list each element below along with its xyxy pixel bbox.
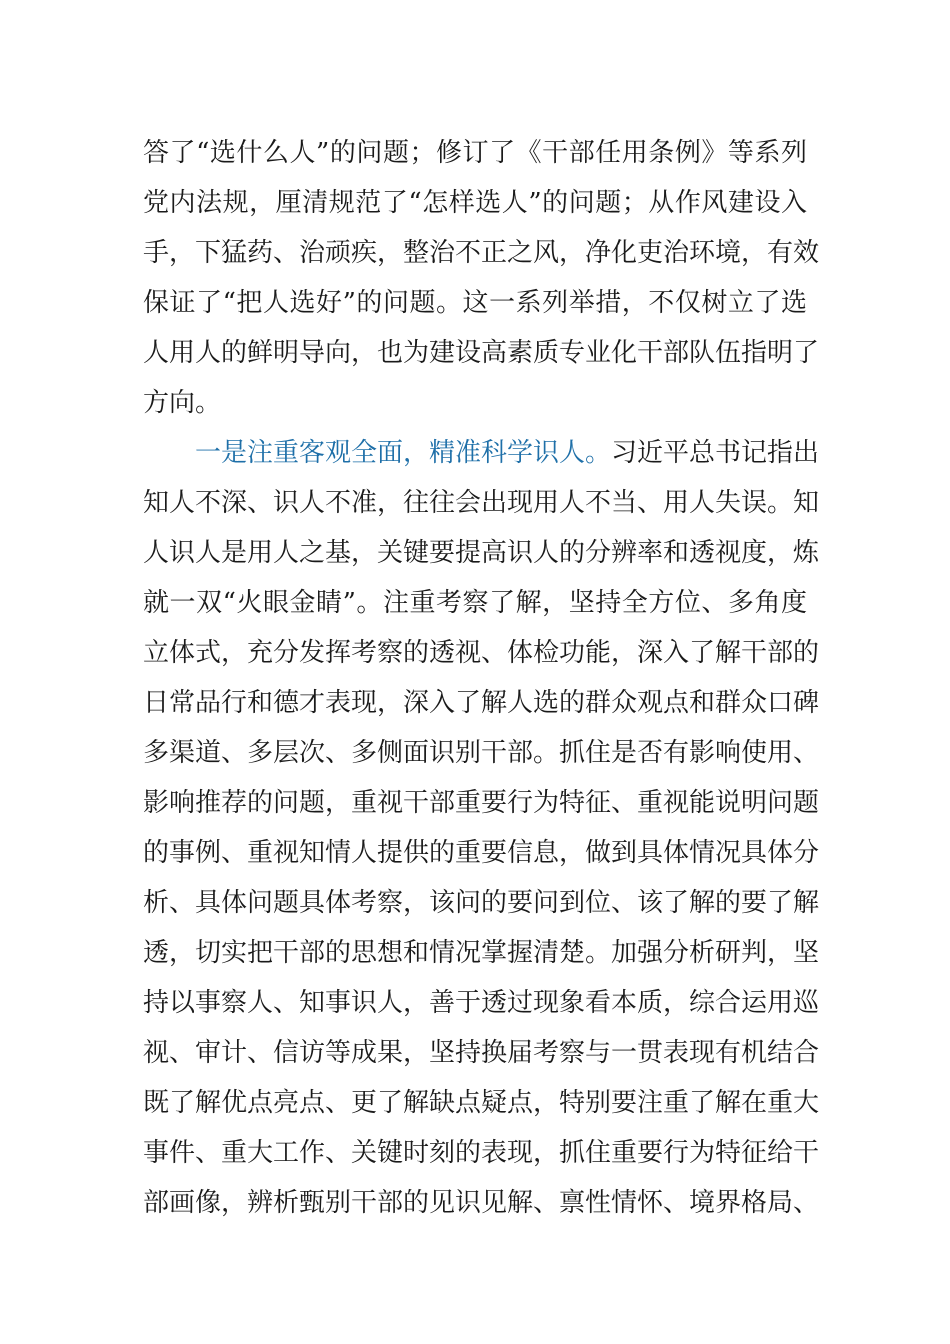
paragraph-2-line-3: 人识人是用人之基，关键要提高识人的分辨率和透视度，炼 xyxy=(143,538,820,568)
paragraph-2-line-4: 就一双“火眼金睛”。注重考察了解，坚持全方位、多角度 xyxy=(143,588,807,618)
paragraph-2-line-16: 部画像，辨析甄别干部的见识见解、禀性情怀、境界格局、 xyxy=(143,1188,820,1218)
paragraph-1-line-2: 党内法规，厘清规范了“怎样选人”的问题；从作风建设入 xyxy=(143,188,807,218)
paragraph-2-line-2: 知人不深、识人不准，往往会出现用人不当、用人失误。知 xyxy=(143,488,820,518)
paragraph-1-line-3: 手，下猛药、治顽疾，整治不正之风，净化吏治环境，有效 xyxy=(143,238,820,268)
paragraph-2-line-8: 影响推荐的问题，重视干部重要行为特征、重视能说明问题 xyxy=(143,788,820,818)
paragraph-2-line-15: 事件、重大工作、关键时刻的表现，抓住重要行为特征给干 xyxy=(143,1138,820,1168)
paragraph-2-line-6: 日常品行和德才表现，深入了解人选的群众观点和群众口碑 xyxy=(143,688,820,718)
paragraph-2-line-12: 持以事察人、知事识人，善于透过现象看本质，综合运用巡 xyxy=(143,988,820,1018)
paragraph-2-line-10: 析、具体问题具体考察，该问的要问到位、该了解的要了解 xyxy=(143,888,820,918)
paragraph-2-line-9: 的事例、重视知情人提供的重要信息，做到具体情况具体分 xyxy=(143,838,820,868)
paragraph-2-line-5: 立体式，充分发挥考察的透视、体检功能，深入了解干部的 xyxy=(143,638,820,668)
paragraph-2-line-11: 透，切实把干部的思想和情况掌握清楚。加强分析研判，坚 xyxy=(143,938,820,968)
paragraph-2-line-14: 既了解优点亮点、更了解缺点疑点，特别要注重了解在重大 xyxy=(143,1088,820,1118)
paragraph-1-line-1: 答了“选什么人”的问题；修订了《干部任用条例》等系列 xyxy=(143,138,807,168)
paragraph-2-line-13: 视、审计、信访等成果，坚持换届考察与一贯表现有机结合 xyxy=(143,1038,820,1068)
paragraph-2-first-line xyxy=(195,428,820,478)
paragraph-2-line-7: 多渠道、多层次、多侧面识别干部。抓住是否有影响使用、 xyxy=(143,738,820,768)
section-heading: 一是注重客观全面，精准科学识人。 xyxy=(195,438,612,468)
paragraph-1-line-6: 方向。 xyxy=(143,388,222,418)
paragraph-2-first-line-text: 习近平总书记指出 xyxy=(611,438,820,468)
paragraph-1-line-5: 人用人的鲜明导向，也为建设高素质专业化干部队伍指明了 xyxy=(143,338,820,368)
paragraph-1-line-4: 保证了“把人选好”的问题。这一系列举措，不仅树立了选 xyxy=(143,288,807,318)
